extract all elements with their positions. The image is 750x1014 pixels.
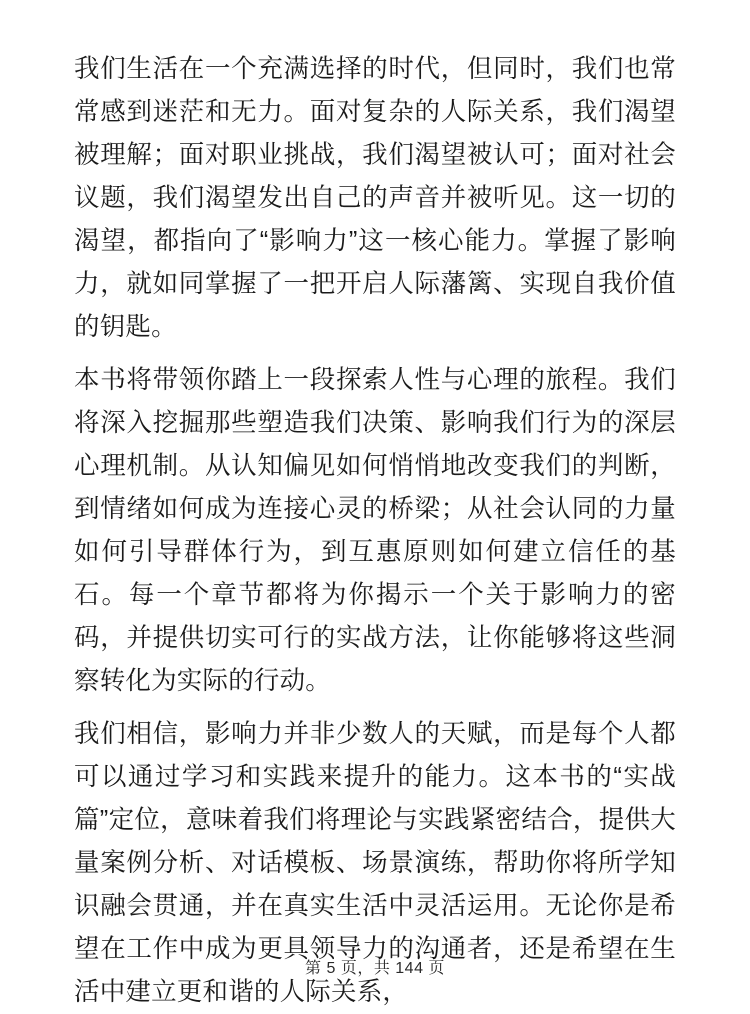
paragraph-2: 本书将带领你踏上一段探索人性与心理的旅程。我们将深入挖掘那些塑造我们决策、影响我们行为的深层心理机制。从认知偏见如何悄悄地改变我们的判断，到情绪如何成为连接心灵的桥梁；从社会认同的力量如何引导群体行为，到互惠原则如何建立信任的基石。每一个章节都将为你揭示一个关于影响力的密码，并提供切实可行的实战方法，让你能够将这些洞察转化为实际的行动。: [74, 366, 676, 695]
paragraph-1: 我们生活在一个充满选择的时代，但同时，我们也常常感到迷茫和无力。面对复杂的人际关系，我们渴望被理解；面对职业挑战，我们渴望被认可；面对社会议题，我们渴望发出自己的声音并被听见。这一切的渴望，都指向了“影响力”这一核心能力。掌握了影响力，就如同掌握了一把开启人际藩篱、实现自我价值的钥匙。: [74, 55, 676, 341]
page-body: [74, 48, 676, 1014]
paragraph-3: 我们相信，影响力并非少数人的天赋，而是每个人都可以通过学习和实践来提升的能力。这本书的“实战篇”定位，意味着我们将理论与实践紧密结合，提供大量案例分析、对话模板、场景演练，帮助你将所学知识融会贯通，并在真实生活中灵活运用。无论你是希望在工作中成为更具领导力的沟通者，还是希望在生活中建立更和谐的人际关系，: [74, 720, 676, 1006]
page-footer: 第 5 页，共 144 页: [305, 960, 445, 977]
